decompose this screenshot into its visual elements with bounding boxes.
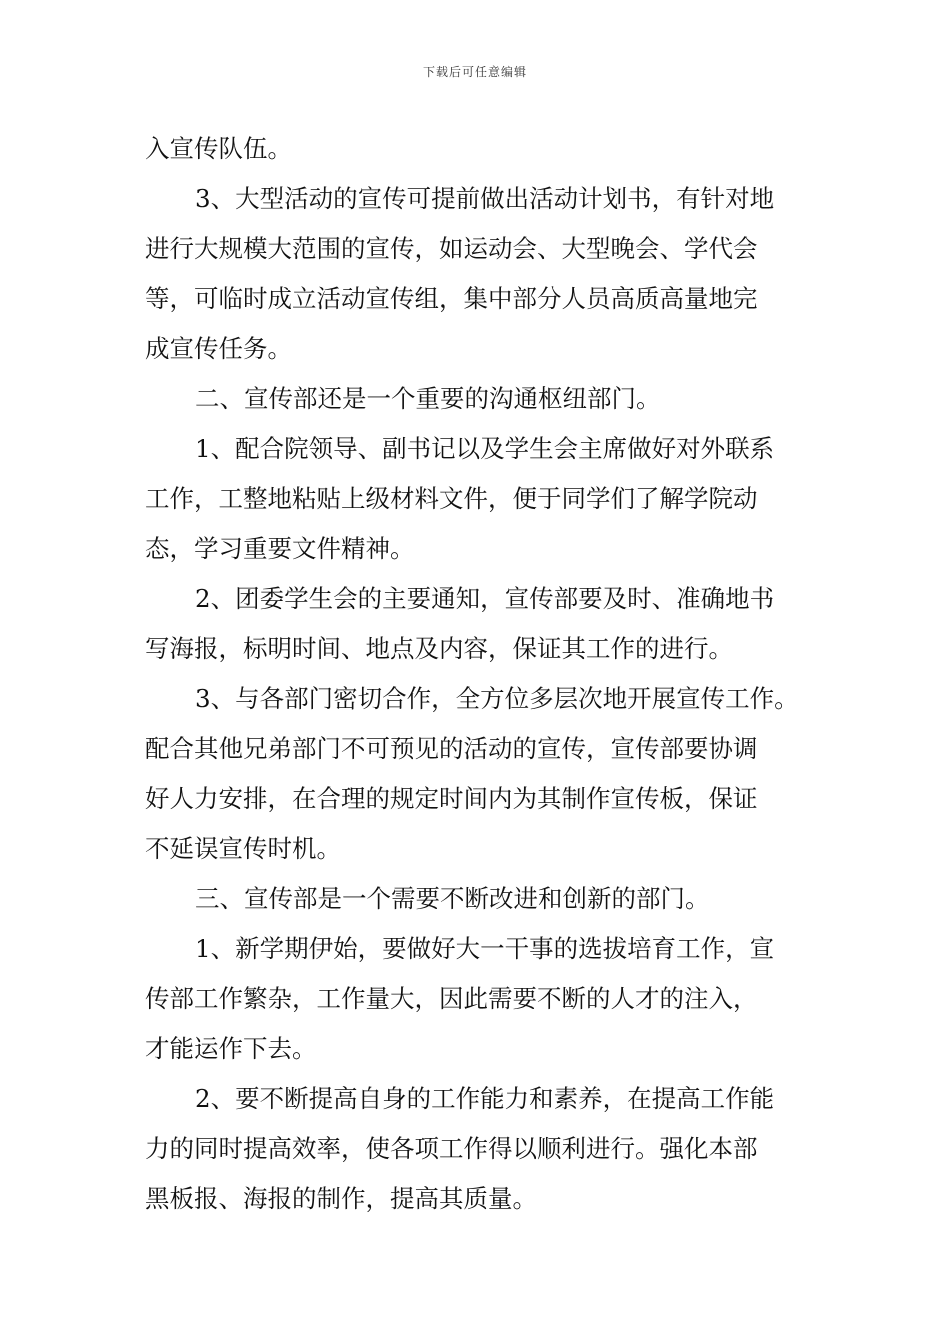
text-line: 1、配合院领导、副书记以及学生会主席做好对外联系 xyxy=(195,434,775,463)
text-line: 力的同时提高效率，使各项工作得以顺利进行。强化本部 xyxy=(145,1134,758,1163)
text-line: 2、要不断提高自身的工作能力和素养，在提高工作能 xyxy=(195,1084,775,1113)
text-line: 二、宣传部还是一个重要的沟通枢纽部门。 xyxy=(195,384,661,413)
text-line: 才能运作下去。 xyxy=(145,1034,317,1063)
text-line: 配合其他兄弟部门不可预见的活动的宣传，宣传部要协调 xyxy=(145,734,758,763)
text-line: 3、大型活动的宣传可提前做出活动计划书，有针对地 xyxy=(195,184,775,213)
text-line: 入宣传队伍。 xyxy=(145,134,292,163)
text-line: 三、宣传部是一个需要不断改进和创新的部门。 xyxy=(195,884,710,913)
text-line: 2、团委学生会的主要通知，宣传部要及时、准确地书 xyxy=(195,584,775,613)
text-line: 1、新学期伊始，要做好大一干事的选拔培育工作，宣 xyxy=(195,934,775,963)
text-line: 传部工作繁杂，工作量大，因此需要不断的人才的注入， xyxy=(145,984,758,1013)
text-line: 等，可临时成立活动宣传组，集中部分人员高质高量地完 xyxy=(145,284,758,313)
text-line: 成宣传任务。 xyxy=(145,334,292,363)
page-header: 下载后可任意编辑 xyxy=(422,65,527,79)
text-line: 工作，工整地粘贴上级材料文件，便于同学们了解学院动 xyxy=(145,484,758,513)
text-line: 进行大规模大范围的宣传，如运动会、大型晚会、学代会 xyxy=(145,234,758,263)
document-body xyxy=(145,124,820,1224)
text-line: 写海报，标明时间、地点及内容，保证其工作的进行。 xyxy=(145,634,733,663)
text-line: 不延误宣传时机。 xyxy=(145,834,341,863)
text-line: 态，学习重要文件精神。 xyxy=(145,534,415,563)
text-line: 黑板报、海报的制作，提高其质量。 xyxy=(145,1184,537,1213)
text-line: 3、与各部门密切合作，全方位多层次地开展宣传工作。 xyxy=(195,684,799,713)
text-line: 好人力安排，在合理的规定时间内为其制作宣传板，保证 xyxy=(145,784,758,813)
